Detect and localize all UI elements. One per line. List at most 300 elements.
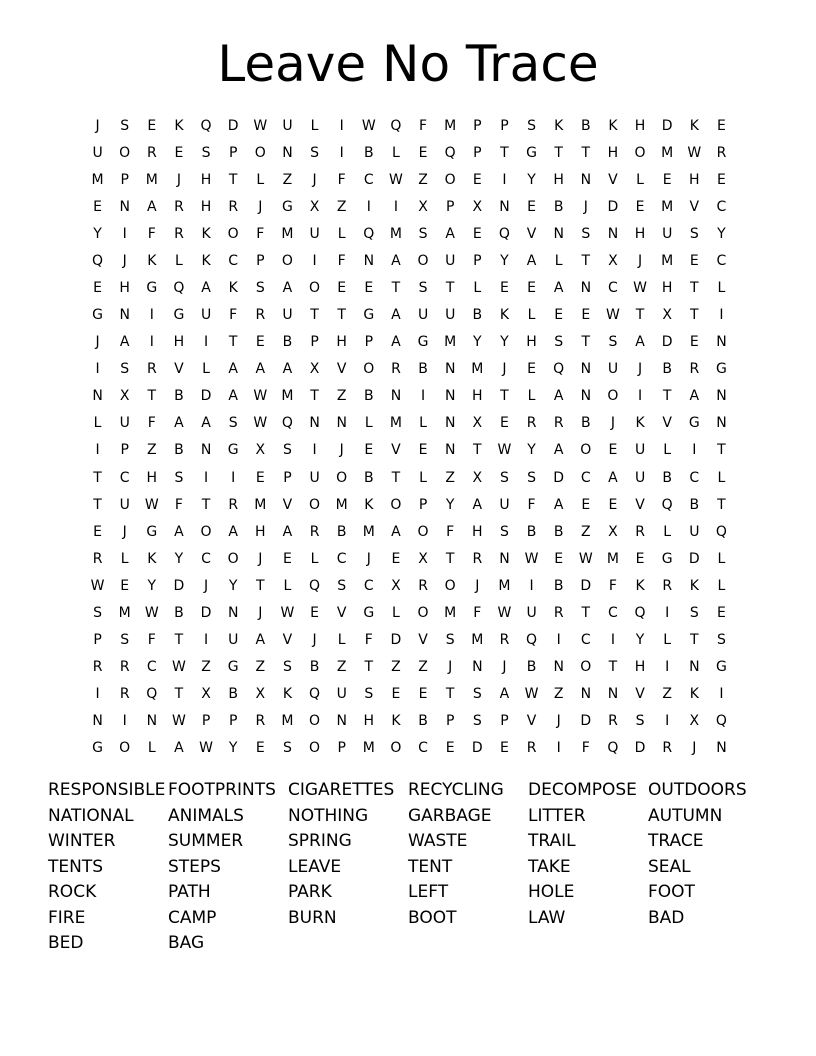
grid-letter: R (662, 740, 673, 757)
grid-letter: E (418, 686, 428, 703)
grid-letter: F (337, 171, 346, 188)
grid-letter: I (203, 334, 209, 351)
grid-letter: S (120, 361, 130, 378)
word-list-item: ANIMALS (168, 805, 244, 826)
grid-letter: S (499, 469, 509, 486)
grid-letter: I (312, 252, 317, 269)
grid-letter: U (282, 307, 293, 324)
grid-letter: P (445, 713, 455, 730)
grid-letter: Y (93, 225, 102, 242)
grid-letter: S (554, 334, 564, 351)
grid-letter: Z (201, 659, 211, 676)
grid-letter: O (200, 523, 212, 540)
grid-letter: C (418, 740, 428, 757)
grid-letter: P (500, 713, 509, 730)
grid-row (84, 274, 735, 301)
grid-letter: M (661, 144, 674, 161)
grid-letter: J (692, 740, 697, 757)
grid-letter: R (472, 550, 483, 567)
grid-letter: S (716, 632, 726, 649)
grid-letter: O (227, 225, 239, 242)
grid-letter: I (149, 307, 154, 324)
grid-letter: Q (607, 740, 619, 757)
grid-letter: M (362, 523, 375, 540)
grid-letter: B (526, 659, 537, 676)
grid-letter: O (444, 577, 456, 594)
grid-letter: X (472, 198, 483, 215)
grid-letter: U (200, 307, 212, 324)
grid-letter: W (253, 388, 268, 405)
grid-letter: E (581, 307, 591, 324)
grid-letter: L (392, 604, 400, 621)
word-list (48, 778, 788, 957)
grid-letter: O (336, 469, 348, 486)
grid-row (84, 464, 735, 491)
grid-letter: G (282, 198, 293, 215)
grid-letter: V (635, 496, 645, 513)
grid-letter: S (608, 334, 618, 351)
grid-letter: M (606, 550, 619, 567)
grid-letter: N (336, 415, 347, 432)
grid-letter: C (146, 659, 157, 676)
grid-letter: A (635, 334, 645, 351)
grid-letter: L (310, 117, 319, 134)
grid-letter: I (692, 442, 697, 459)
grid-letter: Q (200, 117, 212, 134)
grid-letter: K (689, 686, 699, 703)
grid-letter: O (281, 252, 293, 269)
grid-letter: D (580, 577, 592, 594)
grid-letter: E (635, 550, 645, 567)
grid-letter: V (526, 713, 537, 730)
grid-letter: X (309, 198, 320, 215)
grid-letter: Q (281, 415, 293, 432)
grid-letter: S (689, 604, 699, 621)
grid-letter: Q (715, 713, 727, 730)
grid-row (84, 626, 735, 653)
grid-letter: N (580, 280, 592, 296)
grid-letter: L (392, 144, 400, 161)
grid-letter: D (227, 117, 239, 134)
grid-letter: P (337, 740, 346, 757)
grid-row (84, 437, 735, 464)
grid-letter: O (309, 280, 321, 296)
grid-letter: I (95, 686, 100, 703)
grid-letter: E (472, 171, 482, 188)
grid-letter: E (391, 550, 401, 567)
grid-letter: I (665, 659, 670, 676)
grid-row (84, 220, 735, 247)
grid-letter: D (471, 740, 483, 757)
grid-letter: U (282, 117, 293, 134)
grid-letter: R (228, 198, 239, 215)
grid-letter: Z (581, 523, 591, 540)
grid-letter: G (661, 550, 673, 567)
grid-letter: S (472, 713, 482, 730)
grid-letter: A (553, 280, 564, 296)
grid-letter: S (499, 523, 509, 540)
grid-letter: T (93, 469, 102, 486)
grid-letter: M (389, 225, 402, 242)
grid-letter: J (502, 659, 507, 676)
grid-letter: Q (309, 577, 321, 594)
grid-letter: E (554, 550, 564, 567)
grid-letter: P (228, 144, 238, 161)
grid-letter: T (310, 388, 319, 405)
grid-letter: I (339, 117, 344, 134)
grid-letter: C (580, 469, 591, 486)
grid-letter: L (663, 632, 672, 649)
word-list-item: DECOMPOSE (528, 780, 637, 800)
grid-letter: M (281, 388, 294, 405)
grid-letter: Q (715, 523, 727, 540)
grid-letter: Y (717, 225, 726, 242)
grid-letter: X (472, 469, 483, 486)
grid-letter: T (581, 252, 591, 269)
grid-letter: D (553, 469, 565, 486)
grid-letter: T (581, 144, 591, 161)
grid-letter: G (146, 280, 158, 296)
grid-letter: L (717, 577, 726, 594)
grid-letter: D (634, 740, 646, 757)
grid-letter: B (526, 523, 537, 540)
grid-letter: L (473, 280, 482, 296)
grid-letter: R (119, 686, 130, 703)
grid-letter: L (554, 252, 563, 269)
grid-row (84, 491, 735, 518)
grid-letter: J (95, 334, 100, 351)
grid-letter: P (93, 632, 102, 649)
grid-letter: J (583, 198, 588, 215)
grid-letter: H (634, 117, 646, 134)
grid-letter: P (364, 334, 374, 351)
grid-letter: T (500, 144, 509, 161)
grid-letter: C (689, 469, 700, 486)
grid-letter: M (91, 171, 104, 188)
grid-letter: R (391, 361, 401, 378)
grid-letter: N (580, 361, 592, 378)
grid-letter: P (473, 144, 482, 161)
grid-letter: S (581, 225, 591, 242)
grid-letter: A (608, 469, 618, 486)
grid-letter: A (282, 361, 293, 378)
grid-letter: O (390, 740, 402, 757)
grid-letter: U (309, 469, 320, 486)
grid-letter: B (228, 686, 238, 703)
grid-letter: H (607, 144, 619, 161)
grid-letter: T (228, 334, 238, 351)
grid-letter: G (417, 334, 429, 351)
grid-letter: Q (92, 252, 104, 269)
grid-letter: I (556, 632, 561, 649)
grid-letter: L (337, 225, 346, 242)
grid-letter: B (662, 361, 672, 378)
grid-letter: N (390, 388, 402, 405)
grid-letter: T (174, 632, 184, 649)
grid-letter: H (472, 523, 483, 540)
grid-letter: H (553, 171, 564, 188)
grid-letter: W (253, 117, 268, 134)
grid-letter: I (312, 442, 317, 459)
grid-letter: S (282, 659, 292, 676)
grid-letter: U (607, 361, 619, 378)
grid-letter: R (255, 307, 266, 324)
grid-letter: N (580, 686, 592, 703)
grid-letter: W (497, 604, 512, 621)
grid-letter: T (581, 604, 591, 621)
word-list-item: FIRE (48, 907, 86, 928)
grid-row (84, 112, 735, 139)
grid-letter: Y (473, 334, 482, 351)
grid-letter: L (93, 415, 102, 432)
grid-row (84, 654, 735, 681)
grid-letter: I (556, 740, 561, 757)
grid-letter: G (716, 361, 727, 378)
grid-letter: C (201, 550, 211, 567)
grid-letter: V (336, 361, 347, 378)
grid-letter: N (580, 171, 592, 188)
grid-letter: R (255, 713, 266, 730)
grid-letter: M (281, 713, 294, 730)
grid-letter: R (174, 198, 184, 215)
grid-letter: F (229, 307, 238, 324)
grid-letter: E (364, 280, 374, 296)
grid-letter: E (527, 280, 536, 296)
grid-letter: H (200, 171, 212, 188)
grid-letter: F (581, 740, 590, 757)
grid-letter: O (417, 604, 429, 621)
grid-letter: R (228, 496, 239, 513)
grid-letter: L (527, 388, 536, 405)
grid-letter: X (201, 686, 211, 703)
grid-letter: A (499, 686, 510, 703)
grid-letter: M (254, 496, 267, 513)
word-list-item: AUTUMN (648, 805, 723, 826)
grid-letter: I (393, 198, 398, 215)
grid-letter: R (119, 659, 130, 676)
grid-letter: Y (445, 496, 455, 513)
grid-letter: U (634, 469, 646, 486)
word-list-item: TENTS (48, 856, 104, 877)
grid-letter: B (581, 117, 591, 134)
grid-letter: U (662, 225, 673, 242)
grid-letter: J (176, 171, 181, 188)
grid-letter: J (203, 577, 209, 594)
grid-letter: Q (526, 632, 538, 649)
grid-letter: K (282, 686, 293, 703)
grid-letter: U (526, 604, 537, 621)
grid-letter: R (635, 523, 645, 540)
word-list-item: CIGARETTES (288, 780, 395, 800)
grid-letter: P (473, 252, 482, 269)
grid-letter: C (363, 577, 374, 594)
grid-letter: E (93, 280, 102, 296)
word-list-item: LAW (528, 907, 566, 928)
grid-letter: Z (336, 198, 347, 215)
grid-letter: T (581, 334, 591, 351)
grid-letter: O (363, 361, 375, 378)
grid-letter: V (174, 361, 184, 378)
grid-letter: E (717, 604, 726, 621)
grid-letter: J (366, 550, 371, 567)
grid-letter: W (199, 740, 213, 757)
grid-letter: Y (527, 442, 536, 459)
grid-letter: N (607, 225, 619, 242)
grid-letter: L (147, 740, 156, 757)
grid-letter: E (581, 496, 591, 513)
grid-letter: T (554, 144, 563, 161)
grid-letter: E (500, 280, 509, 296)
grid-letter: X (309, 361, 320, 378)
grid-letter: T (445, 686, 455, 703)
grid-letter: K (635, 415, 645, 432)
grid-letter: J (122, 252, 127, 269)
grid-letter: G (92, 307, 103, 324)
grid-letter: L (717, 469, 726, 486)
grid-letter: E (635, 198, 645, 215)
grid-letter: A (391, 334, 401, 351)
grid-letter: N (472, 659, 483, 676)
grid-letter: I (610, 632, 615, 649)
grid-letter: R (92, 659, 103, 676)
word-list-item: WINTER (48, 831, 116, 851)
grid-letter: F (608, 577, 617, 594)
grid-letter: F (527, 496, 536, 513)
grid-letter: L (419, 415, 427, 432)
grid-letter: B (472, 307, 483, 324)
grid-letter: J (448, 659, 453, 676)
grid-letter: I (502, 171, 507, 188)
word-list-item: NATIONAL (48, 805, 134, 826)
grid-letter: K (391, 713, 401, 730)
grid-letter: E (147, 117, 157, 134)
grid-letter: D (173, 577, 185, 594)
word-list-item: BAD (648, 907, 685, 928)
grid-letter: V (418, 632, 428, 649)
grid-letter: T (635, 307, 645, 324)
grid-letter: I (665, 713, 670, 730)
grid-letter: T (174, 686, 184, 703)
grid-letter: R (146, 144, 157, 161)
grid-letter: K (689, 577, 699, 594)
grid-letter: C (580, 632, 591, 649)
grid-letter: H (255, 523, 266, 540)
grid-letter: B (364, 469, 374, 486)
grid-letter: E (717, 117, 726, 134)
grid-letter: L (283, 577, 292, 594)
grid-letter: I (339, 144, 344, 161)
grid-row (84, 410, 735, 437)
grid-letter: A (391, 252, 401, 269)
grid-letter: Z (553, 686, 564, 703)
grid-letter: L (120, 550, 129, 567)
grid-letter: M (362, 740, 375, 757)
word-list-item: TENT (408, 856, 453, 877)
grid-letter: S (282, 442, 292, 459)
grid-letter: O (227, 550, 239, 567)
grid-letter: A (445, 225, 455, 242)
grid-letter: B (336, 523, 347, 540)
grid-letter: O (580, 659, 592, 676)
grid-letter: D (390, 632, 402, 649)
grid-letter: L (364, 415, 373, 432)
grid-letter: M (145, 171, 158, 188)
grid-letter: A (255, 361, 266, 378)
grid-letter: S (282, 740, 292, 757)
grid-letter: W (361, 117, 376, 134)
grid-letter: V (689, 198, 700, 215)
grid-letter: J (610, 415, 615, 432)
word-list-item: BED (48, 933, 84, 953)
grid-letter: T (662, 388, 672, 405)
grid-letter: T (500, 388, 509, 405)
grid-letter: J (502, 361, 507, 378)
grid-letter: T (608, 659, 618, 676)
grid-letter: X (472, 415, 483, 432)
grid-letter: F (446, 523, 455, 540)
grid-letter: U (634, 442, 646, 459)
grid-letter: J (258, 198, 263, 215)
grid-letter: O (309, 740, 321, 757)
grid-letter: U (689, 523, 700, 540)
grid-letter: T (337, 307, 346, 324)
grid-letter: F (419, 117, 428, 134)
grid-letter: H (689, 171, 700, 188)
word-list-item: PATH (168, 882, 211, 902)
grid-letter: N (92, 713, 103, 730)
grid-letter: A (228, 361, 238, 378)
grid-row (84, 193, 735, 220)
grid-letter: G (688, 415, 700, 432)
grid-letter: M (118, 604, 131, 621)
grid-letter: E (174, 144, 184, 161)
grid-letter: E (310, 604, 319, 621)
grid-letter: T (228, 171, 238, 188)
grid-letter: A (228, 523, 238, 540)
grid-letter: U (445, 252, 456, 269)
grid-letter: E (93, 523, 102, 540)
grid-letter: D (580, 713, 592, 730)
word-list-item: TRAIL (528, 831, 576, 851)
grid-letter: M (389, 415, 402, 432)
grid-letter: N (580, 388, 592, 405)
grid-letter: J (339, 442, 344, 459)
grid-letter: A (391, 523, 401, 540)
grid-letter: H (472, 388, 483, 405)
grid-letter: E (472, 225, 482, 242)
grid-letter: N (689, 659, 700, 676)
grid-letter: N (444, 388, 456, 405)
grid-letter: U (336, 686, 347, 703)
grid-letter: F (364, 632, 373, 649)
word-list-item: TRACE (648, 831, 704, 851)
grid-letter: Y (500, 334, 509, 351)
grid-letter: W (90, 577, 105, 594)
word-list-item: RECYCLING (408, 780, 504, 800)
grid-letter: B (689, 496, 700, 513)
grid-letter: P (500, 117, 509, 134)
word-list-item: SUMMER (168, 831, 244, 851)
grid-letter: T (391, 280, 401, 296)
grid-letter: U (445, 307, 456, 324)
grid-letter: I (95, 361, 100, 378)
grid-letter: R (526, 740, 537, 757)
grid-letter: X (255, 686, 266, 703)
grid-letter: N (119, 307, 130, 324)
grid-letter: I (665, 604, 670, 621)
grid-letter: Z (255, 659, 266, 676)
grid-letter: S (201, 144, 211, 161)
